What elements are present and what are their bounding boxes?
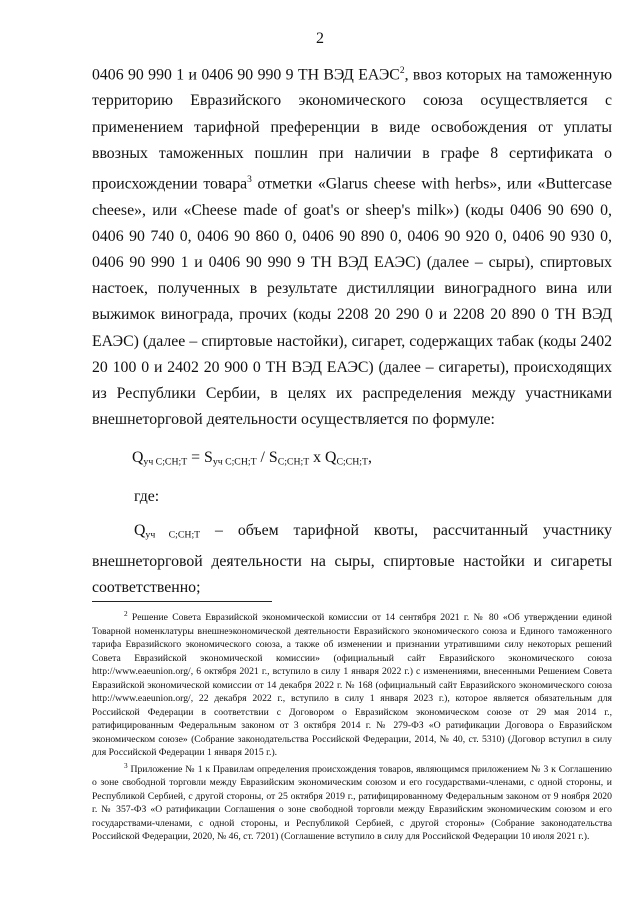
footnote-text-3: Приложение № 1 к Правилам определения происхождения товаров, являющимся приложением № 3 к Соглашению о зоне свободной торговли между Евразийским экономическим союзом и его государствами-членами, с одной стороны, и Республикой Сербией, с другой стороны, от 25 октября 2019 г., ратифицированному Федеральным законом от 9 ноября 2020 г. № 357-ФЗ «О ратификации Соглашения о зоне свободной торговли между Евразийским экономическим союзом и его государствами-членами, с одной стороны, и Республикой Сербией, с другой стороны» (Собрание законодательства Российской Федерации, 2020, № 46, ст. 7201) (Соглашение вступило в силу для Российской Федерации 10 июля 2021 г.).	[92, 763, 612, 843]
footnote-2	[92, 608, 612, 760]
footnote-ref-3[interactable]: 3	[247, 175, 252, 186]
paragraph-text-a: 0406 90 990 1 и 0406 90 990 9 ТН ВЭД ЕАЭС	[92, 66, 400, 84]
footnote-mark-2: 2	[124, 610, 128, 618]
formula-q-sub: уч С;СН;Т	[143, 456, 188, 468]
footnote-ref-2[interactable]: 2	[399, 66, 405, 76]
formula-equals: =	[187, 449, 205, 467]
formula-s-participant-sub: уч С;СН;Т	[212, 456, 257, 468]
paragraph-text-b: , ввоз которых на таможенную территорию Евразийского экономического союза осуществляется с применением тарифной преференции в виде освобождения от уплаты ввозных таможенных пошлин при наличии в графе 8 сертификата о происхождении товара	[92, 66, 612, 193]
definition-q-participant	[92, 518, 612, 601]
formula-s-total-sub: С;СН;Т	[277, 456, 310, 468]
where-label: где:	[134, 488, 160, 506]
paragraph-tariff-quota	[92, 58, 612, 433]
formula-q: Q	[132, 449, 144, 467]
formula-q-total-sub: С;СН;Т	[336, 456, 368, 468]
footnote-separator	[92, 601, 272, 602]
formula-multiply: x	[309, 449, 326, 467]
formula-s-total: S	[268, 449, 278, 467]
definition-q-sub: уч С;СН;Т	[145, 529, 201, 541]
footnote-mark-3: 3	[124, 761, 128, 770]
formula	[92, 445, 612, 476]
footnote-3	[92, 760, 612, 844]
main-text	[92, 58, 612, 601]
formula-q-total: Q	[325, 449, 337, 467]
page-number: 2	[316, 30, 324, 47]
footnotes	[92, 608, 612, 844]
definition-text: – объем тарифной квоты, рассчитанный участнику внешнеторговой деятельности на сыры, спиртовые настойки и сигареты соответственно;	[92, 522, 612, 597]
formula-s-participant: S	[204, 449, 213, 467]
formula-end: ,	[367, 449, 372, 467]
formula-divide: /	[256, 449, 269, 467]
paragraph-text-c: отметки «Glarus cheese with herbs», или «Buttercase cheese», или «Cheese made of goat's or sheep's milk») (коды 0406 90 690 0, 0406 90 740 0, 0406 90 860 0, 0406 90 890 0, 0406 90 920 0, 0406 90 930 0, 0406 90 990 1 и 0406 90 990 9 ТН ВЭД ЕАЭС) (далее – сыры), спиртовых настоек, полученных в результате дистилляции виноградного вина или выжимок винограда, прочих (коды 2208 20 290 0 и 2208 20 890 0 ТН ВЭД ЕАЭС) (далее – спиртовые настойки), сигарет, содержащих табак (коды 2402 20 100 0 и 2402 20 900 0 ТН ВЭД ЕАЭС) (далее – сигареты), происходящих из Республики Сербии, в целях их распределения между участниками внешнеторговой деятельности осуществляется по формуле:	[92, 175, 612, 429]
footnote-text-2: Решение Совета Евразийской экономической комиссии от 14 сентября 2021 г. № 80 «Об утверждении единой Товарной номенклатуры внешнеэкономической деятельности Евразийского экономического союза и Единого таможенного тарифа Евразийского экономического союза, а также об изменении и признании утратившими силу некоторых решений Совета Евразийской экономической комиссии» (официальный сайт Евразийского экономического союза http://www.eaeunion.org/, 6 октября 2021 г., вступило в силу 1 января 2022 г.) с изменениями, внесенными Решением Совета Евразийской экономической комиссии от 14 декабря 2022 г. № 168 (официальный сайт Евразийского экономического союза http://www.eaeunion.org/, 22 декабря 2022 г., вступило в силу 1 января 2023 г.), которое является обязательным для Российской Федерации в соответствии с Договором о Евразийском экономическом союзе от 29 мая 2014 г., ратифицированным Федеральным законом от 3 октября 2014 г. № 279-ФЗ «О ратификации Договора о Евразийском экономическом союзе» (Собрание законодательства Российской Федерации, 2014, № 40, ст. 5310) (Договор вступил в силу для Российской Федерации 1 января 2015 г.).	[92, 612, 612, 759]
definition-q: Q	[134, 522, 146, 540]
